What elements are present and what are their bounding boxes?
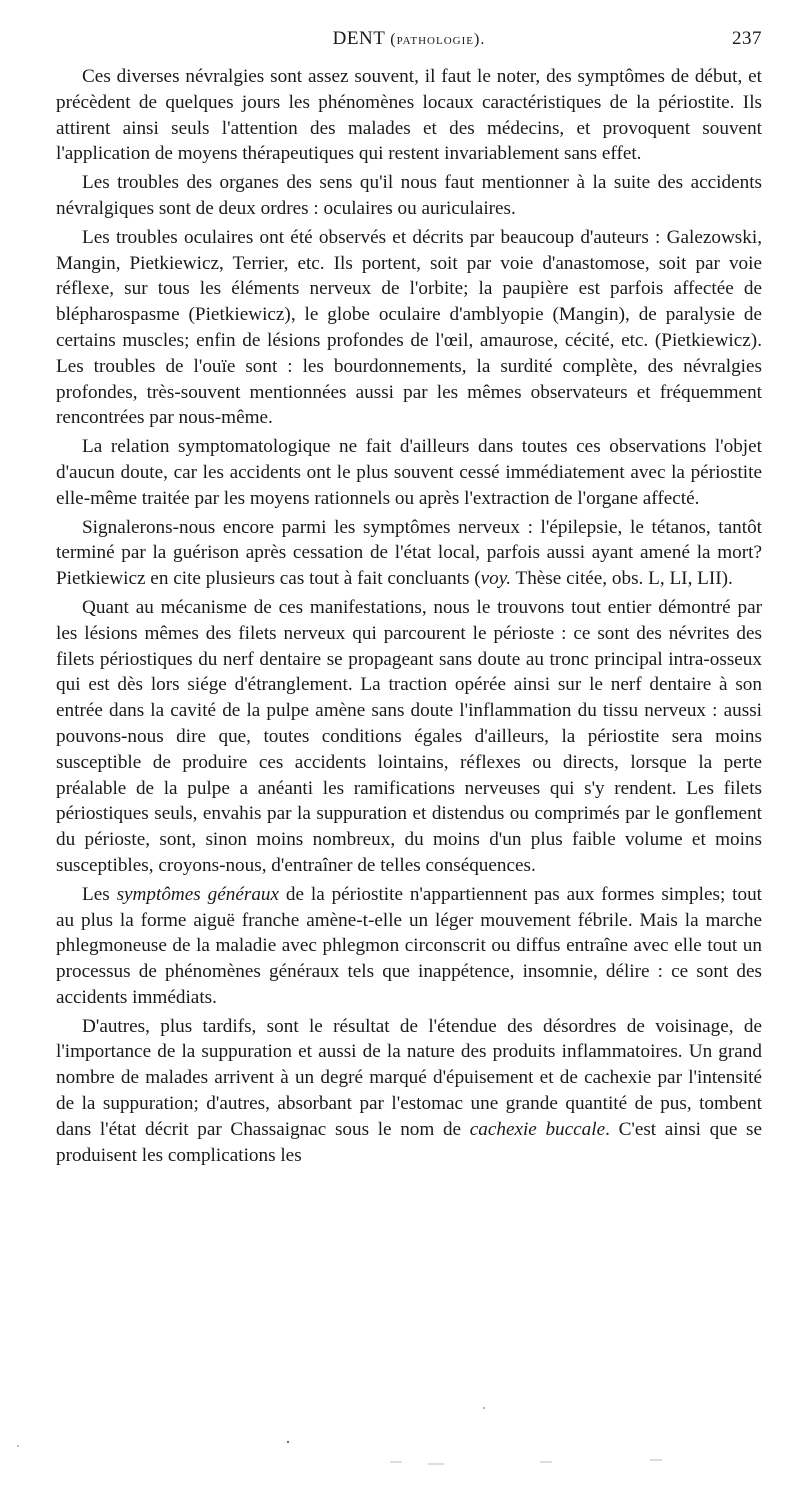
paragraph-text: Thèse citée, obs. L, LI, LII). [511,568,733,590]
italic-reference: voy. [480,568,512,590]
running-title [56,28,762,50]
running-head [56,28,762,58]
body-text [56,64,762,1168]
book-page [56,28,762,1171]
paragraph: La relation symptomatologique ne fait d'ailleurs dans toutes ces observations l'objet d'aucun doute, car les accidents ont le plus souvent cessé immédiatement avec la périostite elle-même traitée par les moyens rationnels ou après l'extraction de l'organe affecté. [56,436,762,509]
paragraph: Ces diverses névralgies sont assez souvent, il faut le noter, des symptômes de début, et précèdent de quelques jours les phénomènes locaux caractéristiques de la périostite. Ils attirent ainsi seuls l'attention des malades et des médecins, et provoquent souvent l'application de moyens thérapeutiques qui restent invariablement sans effet. [56,66,762,165]
paragraph-text: Signalerons-nous encore parmi les symptômes nerveux : l'épilepsie, le tétanos, tantôt terminé par la guérison après cessation de l'état local, parfois aussi ayant amené la mort? Pietkiewicz en cite plusieurs cas tout à fait concluants ( [56,516,762,590]
italic-term: symptômes généraux [116,883,280,905]
running-title-sub: (pathologie). [390,31,486,48]
italic-term: cachexie buccale [469,1118,606,1140]
paragraph-text: D'autres, plus tardifs, sont le résultat de l'étendue des désordres de voisinage, de l'importance de la suppuration et aussi de la nature des produits inflammatoires. Un grand nombre de malades arrivent à un degré marqué d'épuisement et de cachexie par l'intensité de la suppuration; d'autres, absorbant par l'estomac une grande quantité de pus, tombent dans l'état décrit par Chassaignac sous le nom de [56,1015,762,1140]
paragraph [56,515,762,592]
running-title-main: DENT [332,28,391,49]
paragraph [56,882,762,1011]
paragraph-text: de la périostite n'appartiennent pas aux formes simples; tout au plus la forme aiguë franche amène-t-elle un léger mouvement fébrile. Mais la marche phlegmoneuse de la maladie avec phlegmon circonscrit ou diffus entraîne avec elle tout un processus de phénomènes généraux tels que inappétence, insomnie, délire : ce sont des accidents immédiats. [56,883,762,1008]
page-number: 237 [732,28,762,49]
paragraph-text: Les [82,883,117,905]
scan-specks [0,1400,800,1490]
paragraph: Les troubles des organes des sens qu'il nous faut mentionner à la suite des accidents névralgiques sont de deux ordres : oculaires ou auriculaires. [56,172,762,219]
paragraph-text: . C'est ainsi que se produisent les complications les [56,1118,762,1166]
paragraph: Quant au mécanisme de ces manifestations, nous le trouvons tout entier démontré par les lésions mêmes des filets nerveux qui parcourent le périoste : ce sont des névrites des filets périostiques du nerf dentaire se propageant sans doute au tronc principal intra-osseux qui est dès lors siége d'étranglement. La traction opérée ainsi sur le nerf dentaire à son entrée dans la cavité de la pulpe amène sans doute l'inflammation du tissu nerveux : aussi pouvons-nous dire que, toutes conditions égales d'ailleurs, la périostite sera moins susceptible de produire ces accidents lointains, réflexes ou directs, lorsque la perte préalable de la pulpe a anéanti les ramifications nerveuses qui s'y rendent. Les filets périostiques seuls, envahis par la suppuration et distendus ou comprimés par le gonflement du périoste, sont, sinon moins nombreux, du moins d'un plus faible volume et moins susceptibles, croyons-nous, d'entraîner de telles conséquences. [56,596,762,876]
paragraph [56,1014,762,1169]
paragraph: Les troubles oculaires ont été observés et décrits par beaucoup d'auteurs : Galezowski, Mangin, Pietkiewicz, Terrier, etc. Ils portent, soit par voie d'anastomose, soit par voie réflexe, sur tous les éléments nerveux de l'orbite; la paupière est parfois affectée de blépharospasme (Pietkiewicz), le globe oculaire d'amblyopie (Mangin), de paralysie de certains muscles; enfin de lésions profondes de l'œil, amaurose, cécité, etc. (Pietkiewicz). Les troubles de l'ouïe sont : les bourdonnements, la surdité complète, des névralgies profondes, très-souvent mentionnées aussi par les mêmes observateurs et fréquemment rencontrées par nous-même. [56,226,762,429]
